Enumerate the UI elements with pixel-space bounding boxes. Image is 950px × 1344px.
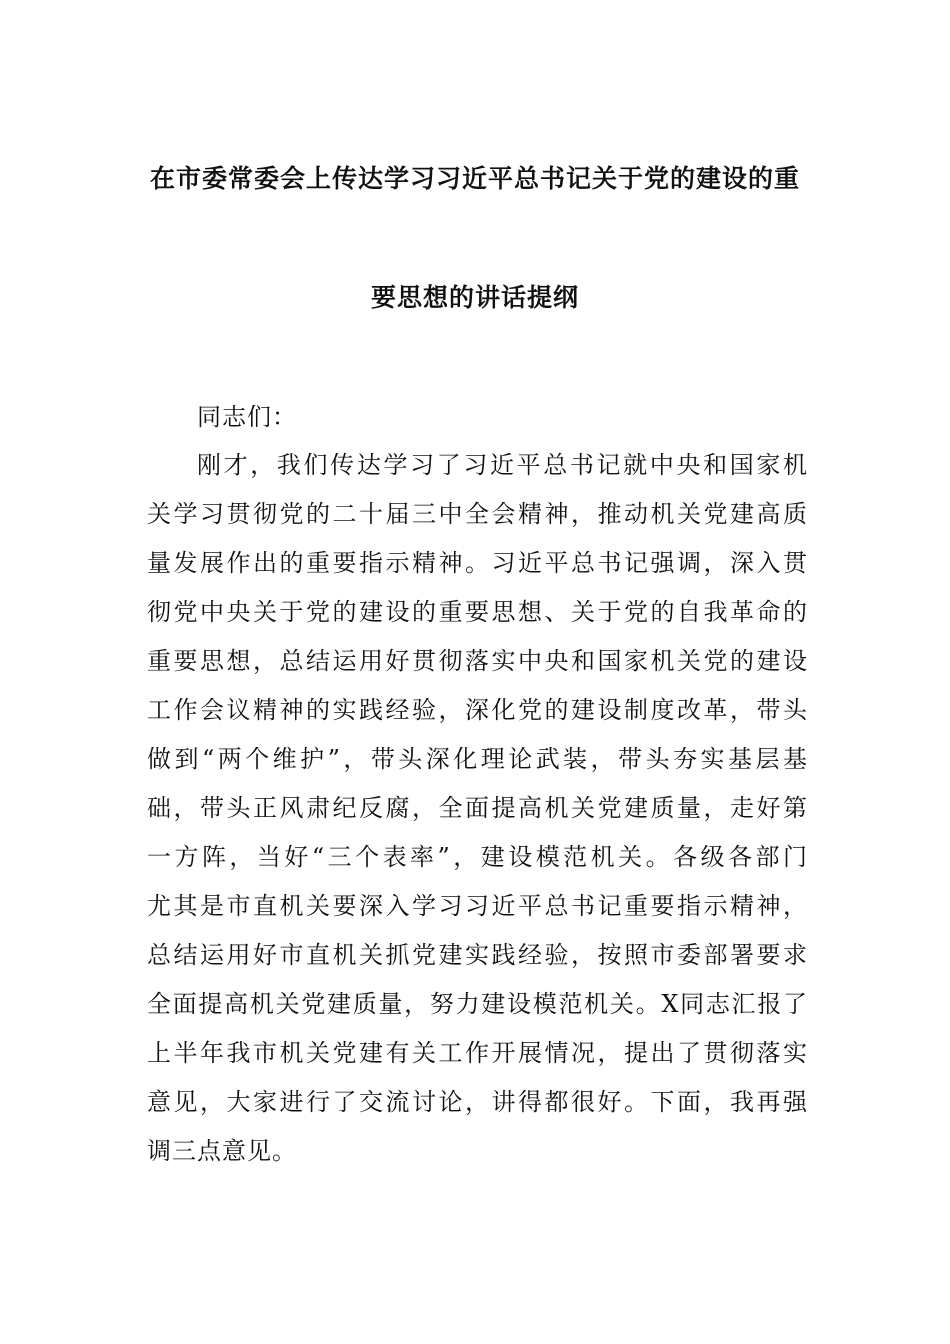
paragraph-line: 全面提高机关党建质量，努力建设模范机关。X同志汇报了 — [147, 990, 807, 1018]
paragraph-line: 意见，大家进行了交流讨论，讲得都很好。下面，我再强 — [147, 1088, 807, 1116]
paragraph-line: 总结运用好市直机关抓党建实践经验，按照市委部署要求 — [147, 941, 807, 969]
salutation: 同志们： — [197, 403, 297, 431]
paragraph-line: 做到“两个维护”，带头深化理论武装，带头夯实基层基 — [147, 745, 807, 773]
paragraph-line: 调三点意见。 — [147, 1137, 297, 1165]
paragraph-line: 重要思想，总结运用好贯彻落实中央和国家机关党的建设 — [147, 647, 807, 675]
paragraph-line: 关学习贯彻党的二十届三中全会精神，推动机关党建高质 — [147, 500, 807, 528]
document-title-line-2: 要思想的讲话提纲 — [370, 283, 579, 312]
paragraph-line: 工作会议精神的实践经验，深化党的建设制度改革，带头 — [147, 696, 807, 724]
document-title-line-1: 在市委常委会上传达学习习近平总书记关于党的建设的重 — [149, 164, 800, 193]
paragraph-line: 尤其是市直机关要深入学习习近平总书记重要指示精神， — [147, 892, 807, 920]
paragraph-line: 刚才，我们传达学习了习近平总书记就中央和国家机 — [197, 451, 807, 479]
paragraph-line: 上半年我市机关党建有关工作开展情况，提出了贯彻落实 — [147, 1039, 807, 1067]
paragraph-line: 量发展作出的重要指示精神。习近平总书记强调，深入贯 — [147, 549, 807, 577]
paragraph-line: 一方阵，当好“三个表率”，建设模范机关。各级各部门 — [147, 843, 807, 871]
paragraph-line: 础，带头正风肃纪反腐，全面提高机关党建质量，走好第 — [147, 794, 807, 822]
body-paragraph — [147, 450, 807, 1185]
paragraph-line: 彻党中央关于党的建设的重要思想、关于党的自我革命的 — [147, 598, 807, 626]
